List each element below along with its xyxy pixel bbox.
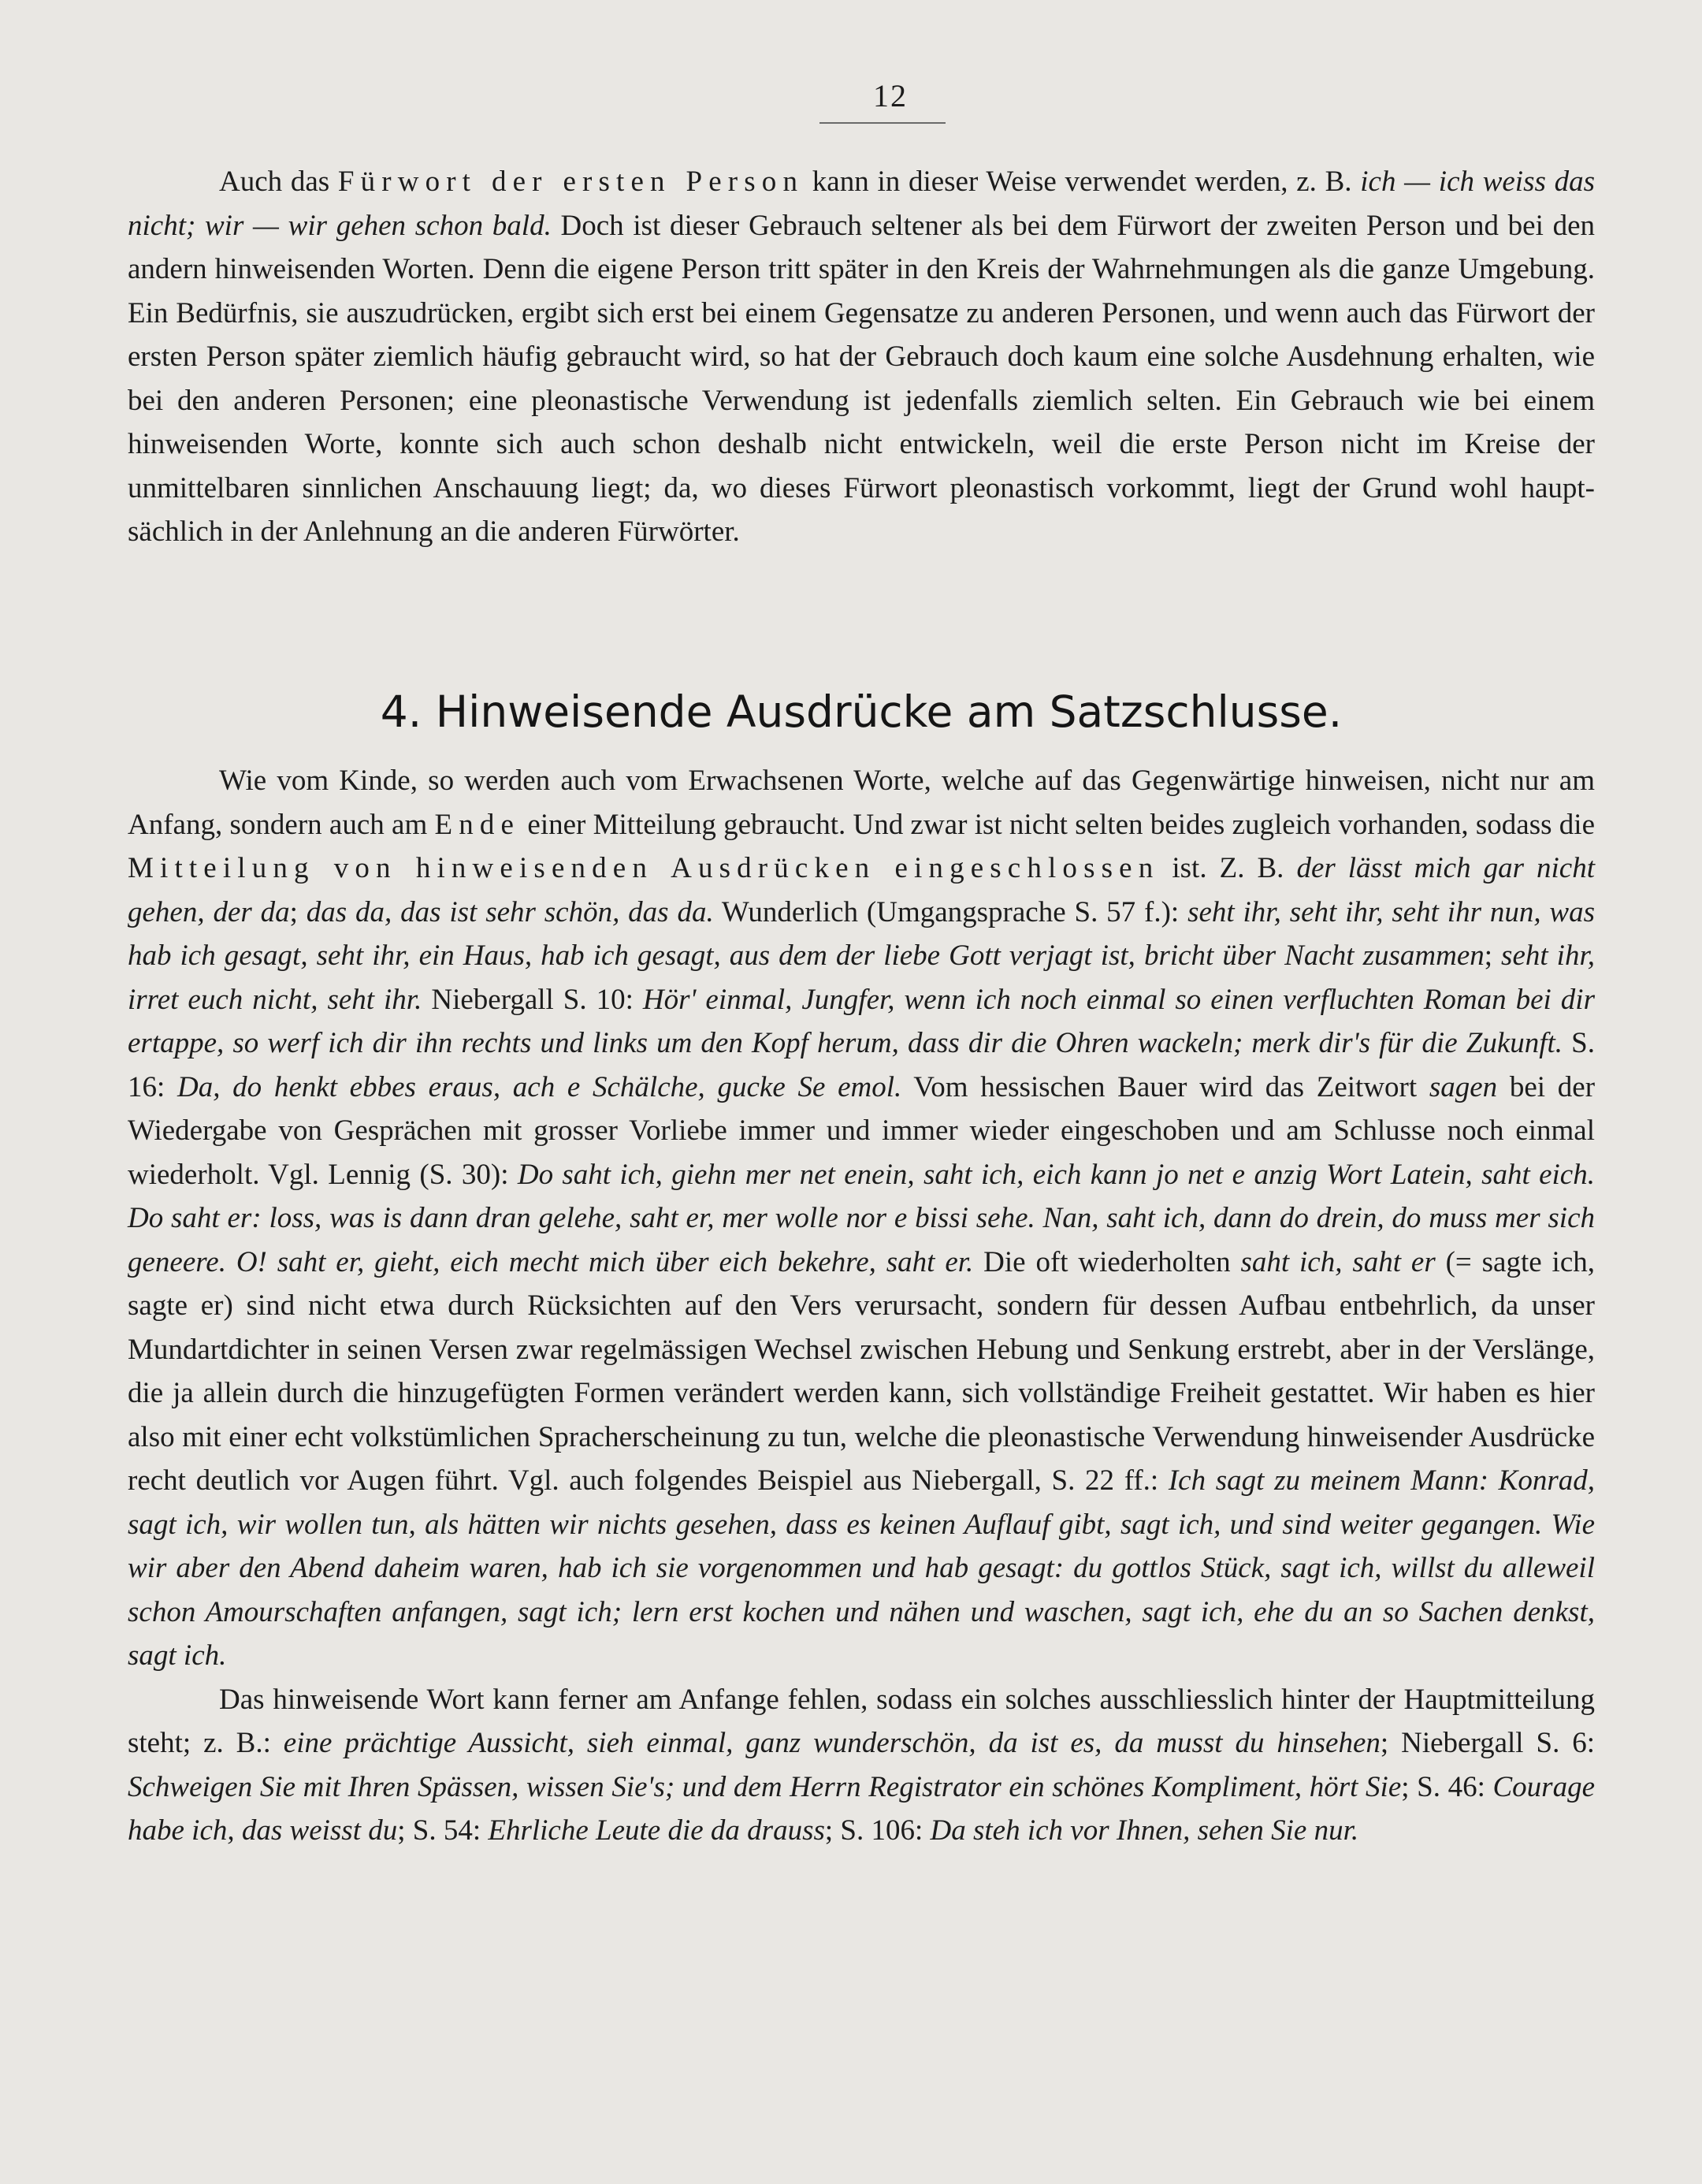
text-run: einer Mitteilung gebraucht. Und zwar ist nicht selten beides zugleich vorhanden, sodass die: [520, 808, 1595, 841]
text-run: Wunderlich (Umgangsprache S. 57 f.):: [713, 895, 1188, 928]
text-run: ; S. 54:: [397, 1814, 489, 1847]
text-run: ist. Z. B.: [1159, 852, 1297, 884]
italic-run: Do saht ich, giehn mer net enein, saht ich, eich kann jo net e anzig Wort Latein, saht eich. Do saht er: loss, was is dann dran gelehe, saht er, mer wolle nor e bissi sehe. Nan, saht ich, dann do drein, do muss mer sich geneere. O! saht er, gieht, eich mecht mich über eich bekehre, saht er.: [128, 1158, 1595, 1278]
text-run: ; S. 106:: [824, 1814, 931, 1847]
text-block-top: [128, 160, 1595, 554]
italic-run: eine prächtige Aussicht, sieh einmal, ganz wunderschön, da ist es, da musst du hinsehen: [283, 1727, 1381, 1759]
italic-run: Da, do henkt ebbes eraus, ach e Schälche, gucke Se emol.: [177, 1070, 902, 1103]
text-run: Vom hessischen Bauer wird das Zeitwort: [901, 1070, 1429, 1103]
text-run: kann in dieser Weise verwendet werden, z. B.: [804, 166, 1361, 198]
italic-run: seht ihr, seht ihr, seht ihr nun, was hab ich gesagt, seht ihr, ein Haus, hab ich gesagt, aus dem der liebe Gott verjagt ist, bricht über Nacht zusammen: [128, 895, 1596, 972]
italic-run: ich — ich weiss das nicht; wir — wir gehen schon bald.: [128, 166, 1596, 242]
text-run: Wie vom Kinde, so werden auch vom Erwachsenen Worte, welche auf das Gegenwärtige hinweisen, nicht nur am Anfang, sondern auch am: [128, 765, 1595, 841]
paragraph-3: [128, 1678, 1595, 1853]
paragraph-1: [128, 160, 1595, 554]
text-run: Niebergall S. 10:: [422, 983, 643, 1016]
text-run: Auch das: [219, 166, 338, 198]
italic-run: Ich sagt zu meinem Mann: Konrad, sagt ich, wir wollen tun, als hätten wir nichts gesehen, dass es keinen Auflauf gibt, sagt ich, und sind weiter gegangen. Wie wir aber den Abend daheim waren, hab ich sie vorgenommen und hab gesagt: du gottlos Stück, sagt ich, willst du alleweil schon Amourschaften anfangen, sagt ich; lern erst kochen und nähen und waschen, sagt ich, ehe du an so Sachen denkst, sagt ich.: [128, 1464, 1596, 1672]
text-run: bei der Wiedergabe von Gesprächen mit grosser Vorliebe immer und immer wieder eingeschoben und am Schlusse noch einmal wiederholt. Vgl. Lennig (S. 30):: [128, 1070, 1596, 1191]
italic-run: Hör' einmal, Jungfer, wenn ich noch einmal so einen verfluchten Roman bei dir ertappe, so werf ich dir ihn rechts und links um den Kopf herum, dass dir die Ohren wackeln; merk dir's für die Zukunft.: [128, 983, 1595, 1059]
page-number: 12: [873, 78, 908, 113]
italic-run: Courage habe ich, das weisst du: [128, 1770, 1595, 1847]
paragraph-2: [128, 759, 1595, 1678]
italic-run: das da, das ist sehr schön, das da.: [306, 895, 714, 928]
italic-run: Schweigen Sie mit Ihren Spässen, wissen Sie's; und dem Herrn Registrator ein schönes Kompliment, hört Sie: [128, 1770, 1402, 1803]
spaced-run: Ende: [434, 808, 521, 841]
text-run: ; S. 46:: [1401, 1770, 1493, 1803]
text-run: S. 16:: [128, 1027, 1595, 1103]
italic-run: saht ich, saht er: [1240, 1245, 1436, 1278]
italic-run: seht ihr, irret euch nicht, seht ihr.: [128, 939, 1595, 1016]
text-run: ; Niebergall S. 6:: [1380, 1727, 1596, 1759]
italic-run: Ehrliche Leute die da drauss: [488, 1814, 825, 1847]
text-run: ;: [1484, 939, 1502, 972]
text-run: Die oft wiederholten: [973, 1245, 1241, 1278]
italic-run: der lässt mich gar nicht gehen, der da: [128, 852, 1595, 928]
italic-run: sagen: [1429, 1070, 1498, 1103]
text-run: ;: [289, 895, 307, 928]
text-run: (= sagte ich, sagte er) sind nicht etwa durch Rücksichten auf den Vers verursacht, sondern für dessen Aufbau entbehrlich, da unser Mundartdichter in seinen Versen zwar regelmässigen Wechsel zwischen Hebung und Senkung erstrebt, aber in der Verslänge, die ja allein durch die hinzugefügten Formen verändert werden kann, sich vollständige Freiheit gestattet. Wir haben es hier also mit einer echt volkstümlichen Spracherscheinung zu tun, welche die pleonastische Verwendung hinweisender Ausdrücke recht deutlich vor Augen führt. Vgl. auch folgendes Beispiel aus Niebergall, S. 22 ff.:: [128, 1245, 1595, 1497]
section-heading: 4. Hinweisende Ausdrücke am Satzschlusse.: [380, 686, 1343, 737]
text-run: Das hinweisende Wort kann ferner am Anfange fehlen, sodass ein solches ausschliesslich hinter der Hauptmitteilung steht; z. B.:: [128, 1683, 1595, 1759]
text-run: Doch ist dieser Gebrauch seltener als bei dem Fürwort der zweiten Person und bei den andern hinweisenden Worten. Denn die eigene Person tritt später in den Kreis der Wahrnehmungen als die ganze Umgebung. Ein Bedürfnis, sie auszudrücken, ergibt sich erst bei einem Gegensatze zu anderen Personen, und wenn auch das Fürwort der ersten Person später ziemlich häufig gebraucht wird, so hat der Gebrauch doch kaum eine solche Ausdehnung erhalten, wie bei den anderen Personen; eine pleonastische Verwendung ist jedenfalls ziemlich selten. Ein Gebrauch wie bei einem hinweisenden Worte, konnte sich auch schon deshalb nicht entwickeln, weil die erste Person nicht im Kreise der unmittelbaren sinnlichen Anschauung liegt; da, wo dieses Fürwort pleonastisch vorkommt, liegt der Grund wohl hauptsächlich in der Anlehnung an die anderen Fürwörter.: [128, 209, 1595, 548]
spaced-run: Fürwort der ersten Person: [337, 166, 805, 198]
text-block-section: [128, 759, 1595, 1853]
spaced-run: Mitteilung von hinweisenden Ausdrücken eingeschlossen: [128, 852, 1160, 884]
italic-run: Da steh ich vor Ihnen, sehen Sie nur.: [930, 1814, 1359, 1847]
page-number-rule: [819, 122, 946, 124]
